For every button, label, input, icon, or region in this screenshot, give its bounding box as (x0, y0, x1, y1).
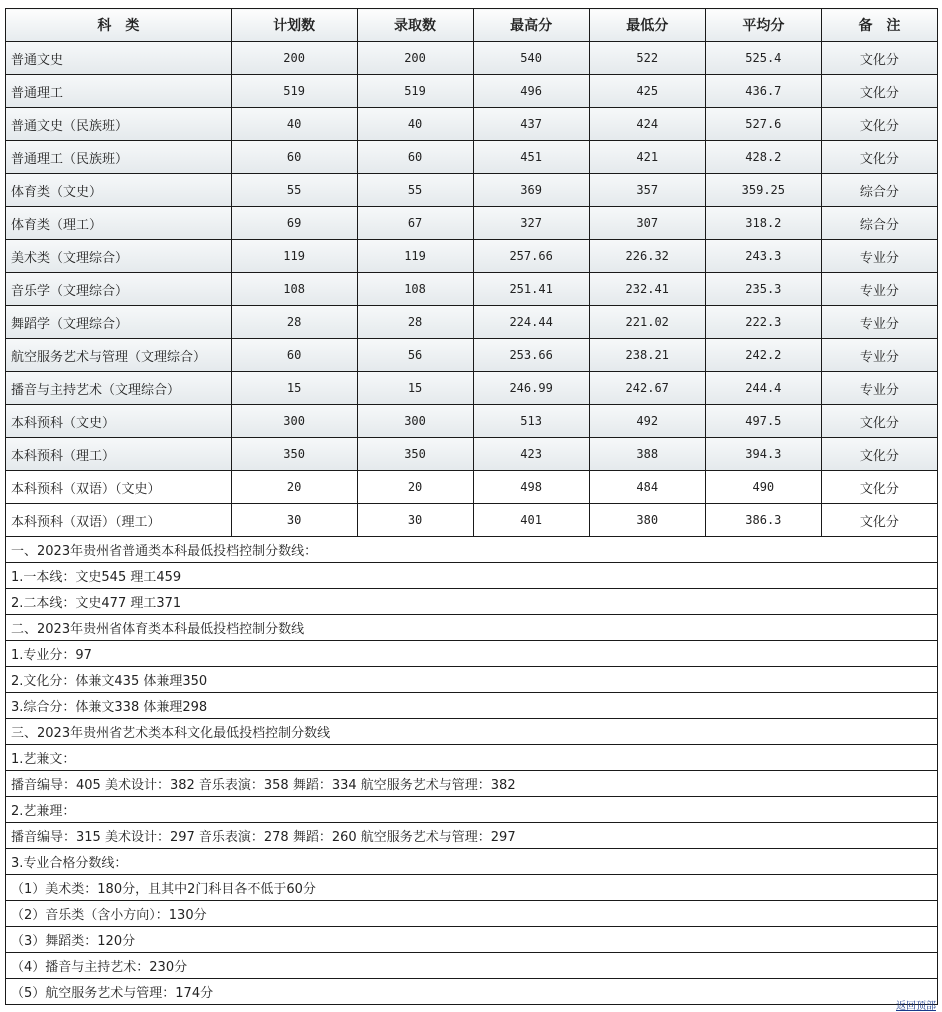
note-text: （4）播音与主持艺术：230分 (6, 953, 938, 979)
row-note: 文化分 (821, 438, 937, 471)
row-note: 文化分 (821, 75, 937, 108)
note-row (6, 667, 938, 693)
note-row (6, 849, 938, 875)
note-text: （1）美术类：180分，且其中2门科目各不低于60分 (6, 875, 938, 901)
note-text: 2.二本线：文史477 理工371 (6, 589, 938, 615)
row-min-score: 421 (589, 141, 705, 174)
row-max-score: 451 (473, 141, 589, 174)
note-row (6, 719, 938, 745)
row-max-score: 401 (473, 504, 589, 537)
note-text: 三、2023年贵州省艺术类本科文化最低投档控制分数线 (6, 719, 938, 745)
row-admitted: 200 (357, 42, 473, 75)
note-row (6, 615, 938, 641)
row-plan: 40 (231, 108, 357, 141)
row-min-score: 232.41 (589, 273, 705, 306)
row-admitted: 40 (357, 108, 473, 141)
table-row (6, 240, 938, 273)
row-admitted: 56 (357, 339, 473, 372)
row-avg-score: 242.2 (705, 339, 821, 372)
admission-score-table (5, 8, 938, 1005)
table-row (6, 207, 938, 240)
row-min-score: 388 (589, 438, 705, 471)
table-row (6, 273, 938, 306)
note-row (6, 797, 938, 823)
row-plan: 30 (231, 504, 357, 537)
note-text: 1.艺兼文： (6, 745, 938, 771)
back-to-top-link[interactable]: 返回顶部 (896, 1001, 936, 1012)
row-min-score: 380 (589, 504, 705, 537)
row-category: 体育类（文史） (6, 174, 232, 207)
row-max-score: 498 (473, 471, 589, 504)
row-avg-score: 222.3 (705, 306, 821, 339)
header-max-score: 最高分 (473, 9, 589, 42)
note-text: （2）音乐类（含小方向）：130分 (6, 901, 938, 927)
row-category: 播音与主持艺术（文理综合） (6, 372, 232, 405)
row-admitted: 300 (357, 405, 473, 438)
row-max-score: 246.99 (473, 372, 589, 405)
row-admitted: 67 (357, 207, 473, 240)
note-text: 1.专业分：97 (6, 641, 938, 667)
row-note: 文化分 (821, 471, 937, 504)
row-avg-score: 394.3 (705, 438, 821, 471)
row-avg-score: 428.2 (705, 141, 821, 174)
row-avg-score: 497.5 (705, 405, 821, 438)
row-note: 文化分 (821, 405, 937, 438)
note-text: 二、2023年贵州省体育类本科最低投档控制分数线 (6, 615, 938, 641)
note-text: 3.专业合格分数线： (6, 849, 938, 875)
note-row (6, 901, 938, 927)
table-row (6, 108, 938, 141)
row-category: 普通理工（民族班） (6, 141, 232, 174)
table-row (6, 141, 938, 174)
table-row (6, 504, 938, 537)
row-min-score: 492 (589, 405, 705, 438)
row-plan: 200 (231, 42, 357, 75)
table-row (6, 42, 938, 75)
row-avg-score: 318.2 (705, 207, 821, 240)
row-admitted: 519 (357, 75, 473, 108)
note-row (6, 693, 938, 719)
row-admitted: 55 (357, 174, 473, 207)
row-max-score: 540 (473, 42, 589, 75)
note-row (6, 537, 938, 563)
note-row (6, 641, 938, 667)
note-row (6, 745, 938, 771)
row-min-score: 307 (589, 207, 705, 240)
row-category: 普通文史（民族班） (6, 108, 232, 141)
header-avg-score: 平均分 (705, 9, 821, 42)
row-category: 美术类（文理综合） (6, 240, 232, 273)
row-category: 普通理工 (6, 75, 232, 108)
row-note: 专业分 (821, 273, 937, 306)
row-avg-score: 490 (705, 471, 821, 504)
row-category: 体育类（理工） (6, 207, 232, 240)
header-plan: 计划数 (231, 9, 357, 42)
header-note: 备 注 (821, 9, 937, 42)
row-plan: 108 (231, 273, 357, 306)
row-max-score: 437 (473, 108, 589, 141)
table-row (6, 339, 938, 372)
row-plan: 350 (231, 438, 357, 471)
header-category: 科 类 (6, 9, 232, 42)
row-plan: 300 (231, 405, 357, 438)
row-note: 文化分 (821, 141, 937, 174)
row-plan: 28 (231, 306, 357, 339)
row-plan: 519 (231, 75, 357, 108)
row-avg-score: 436.7 (705, 75, 821, 108)
row-min-score: 357 (589, 174, 705, 207)
row-plan: 55 (231, 174, 357, 207)
row-avg-score: 243.3 (705, 240, 821, 273)
note-row (6, 563, 938, 589)
row-max-score: 369 (473, 174, 589, 207)
row-category: 本科预科（理工） (6, 438, 232, 471)
row-avg-score: 235.3 (705, 273, 821, 306)
row-min-score: 242.67 (589, 372, 705, 405)
row-category: 本科预科（双语）（文史） (6, 471, 232, 504)
note-text: 3.综合分：体兼文338 体兼理298 (6, 693, 938, 719)
row-note: 文化分 (821, 42, 937, 75)
header-min-score: 最低分 (589, 9, 705, 42)
row-max-score: 224.44 (473, 306, 589, 339)
row-note: 专业分 (821, 240, 937, 273)
row-admitted: 15 (357, 372, 473, 405)
note-row (6, 927, 938, 953)
note-text: （5）航空服务艺术与管理：174分 (6, 979, 938, 1005)
row-max-score: 257.66 (473, 240, 589, 273)
table-row (6, 306, 938, 339)
table-row (6, 471, 938, 504)
row-avg-score: 386.3 (705, 504, 821, 537)
row-category: 航空服务艺术与管理（文理综合） (6, 339, 232, 372)
row-max-score: 327 (473, 207, 589, 240)
row-max-score: 251.41 (473, 273, 589, 306)
row-admitted: 20 (357, 471, 473, 504)
row-note: 专业分 (821, 306, 937, 339)
header-admitted: 录取数 (357, 9, 473, 42)
note-row (6, 589, 938, 615)
row-min-score: 221.02 (589, 306, 705, 339)
row-avg-score: 527.6 (705, 108, 821, 141)
row-category: 本科预科（文史） (6, 405, 232, 438)
note-row (6, 979, 938, 1005)
row-note: 综合分 (821, 207, 937, 240)
row-max-score: 423 (473, 438, 589, 471)
row-max-score: 253.66 (473, 339, 589, 372)
row-plan: 69 (231, 207, 357, 240)
note-text: 1.一本线：文史545 理工459 (6, 563, 938, 589)
row-plan: 15 (231, 372, 357, 405)
row-min-score: 238.21 (589, 339, 705, 372)
note-row (6, 953, 938, 979)
note-text: 播音编导：315 美术设计：297 音乐表演：278 舞蹈：260 航空服务艺术与管理：297 (6, 823, 938, 849)
row-max-score: 513 (473, 405, 589, 438)
table-row (6, 75, 938, 108)
row-avg-score: 244.4 (705, 372, 821, 405)
row-admitted: 30 (357, 504, 473, 537)
row-admitted: 350 (357, 438, 473, 471)
note-text: 播音编导：405 美术设计：382 音乐表演：358 舞蹈：334 航空服务艺术与管理：382 (6, 771, 938, 797)
row-min-score: 226.32 (589, 240, 705, 273)
table-row (6, 174, 938, 207)
note-text: （3）舞蹈类：120分 (6, 927, 938, 953)
note-text: 2.文化分：体兼文435 体兼理350 (6, 667, 938, 693)
row-admitted: 108 (357, 273, 473, 306)
row-min-score: 484 (589, 471, 705, 504)
row-plan: 60 (231, 339, 357, 372)
row-admitted: 28 (357, 306, 473, 339)
row-plan: 20 (231, 471, 357, 504)
note-row (6, 875, 938, 901)
row-min-score: 424 (589, 108, 705, 141)
note-row (6, 771, 938, 797)
row-category: 舞蹈学（文理综合） (6, 306, 232, 339)
table-row (6, 405, 938, 438)
row-category: 普通文史 (6, 42, 232, 75)
row-min-score: 522 (589, 42, 705, 75)
row-note: 文化分 (821, 108, 937, 141)
note-row (6, 823, 938, 849)
row-min-score: 425 (589, 75, 705, 108)
row-note: 文化分 (821, 504, 937, 537)
row-avg-score: 359.25 (705, 174, 821, 207)
header-row (6, 9, 938, 42)
row-plan: 119 (231, 240, 357, 273)
note-text: 一、2023年贵州省普通类本科最低投档控制分数线： (6, 537, 938, 563)
row-avg-score: 525.4 (705, 42, 821, 75)
row-plan: 60 (231, 141, 357, 174)
row-category: 本科预科（双语）（理工） (6, 504, 232, 537)
row-category: 音乐学（文理综合） (6, 273, 232, 306)
row-admitted: 60 (357, 141, 473, 174)
row-admitted: 119 (357, 240, 473, 273)
row-max-score: 496 (473, 75, 589, 108)
row-note: 专业分 (821, 339, 937, 372)
row-note: 专业分 (821, 372, 937, 405)
note-text: 2.艺兼理： (6, 797, 938, 823)
table-row (6, 438, 938, 471)
row-note: 综合分 (821, 174, 937, 207)
table-row (6, 372, 938, 405)
